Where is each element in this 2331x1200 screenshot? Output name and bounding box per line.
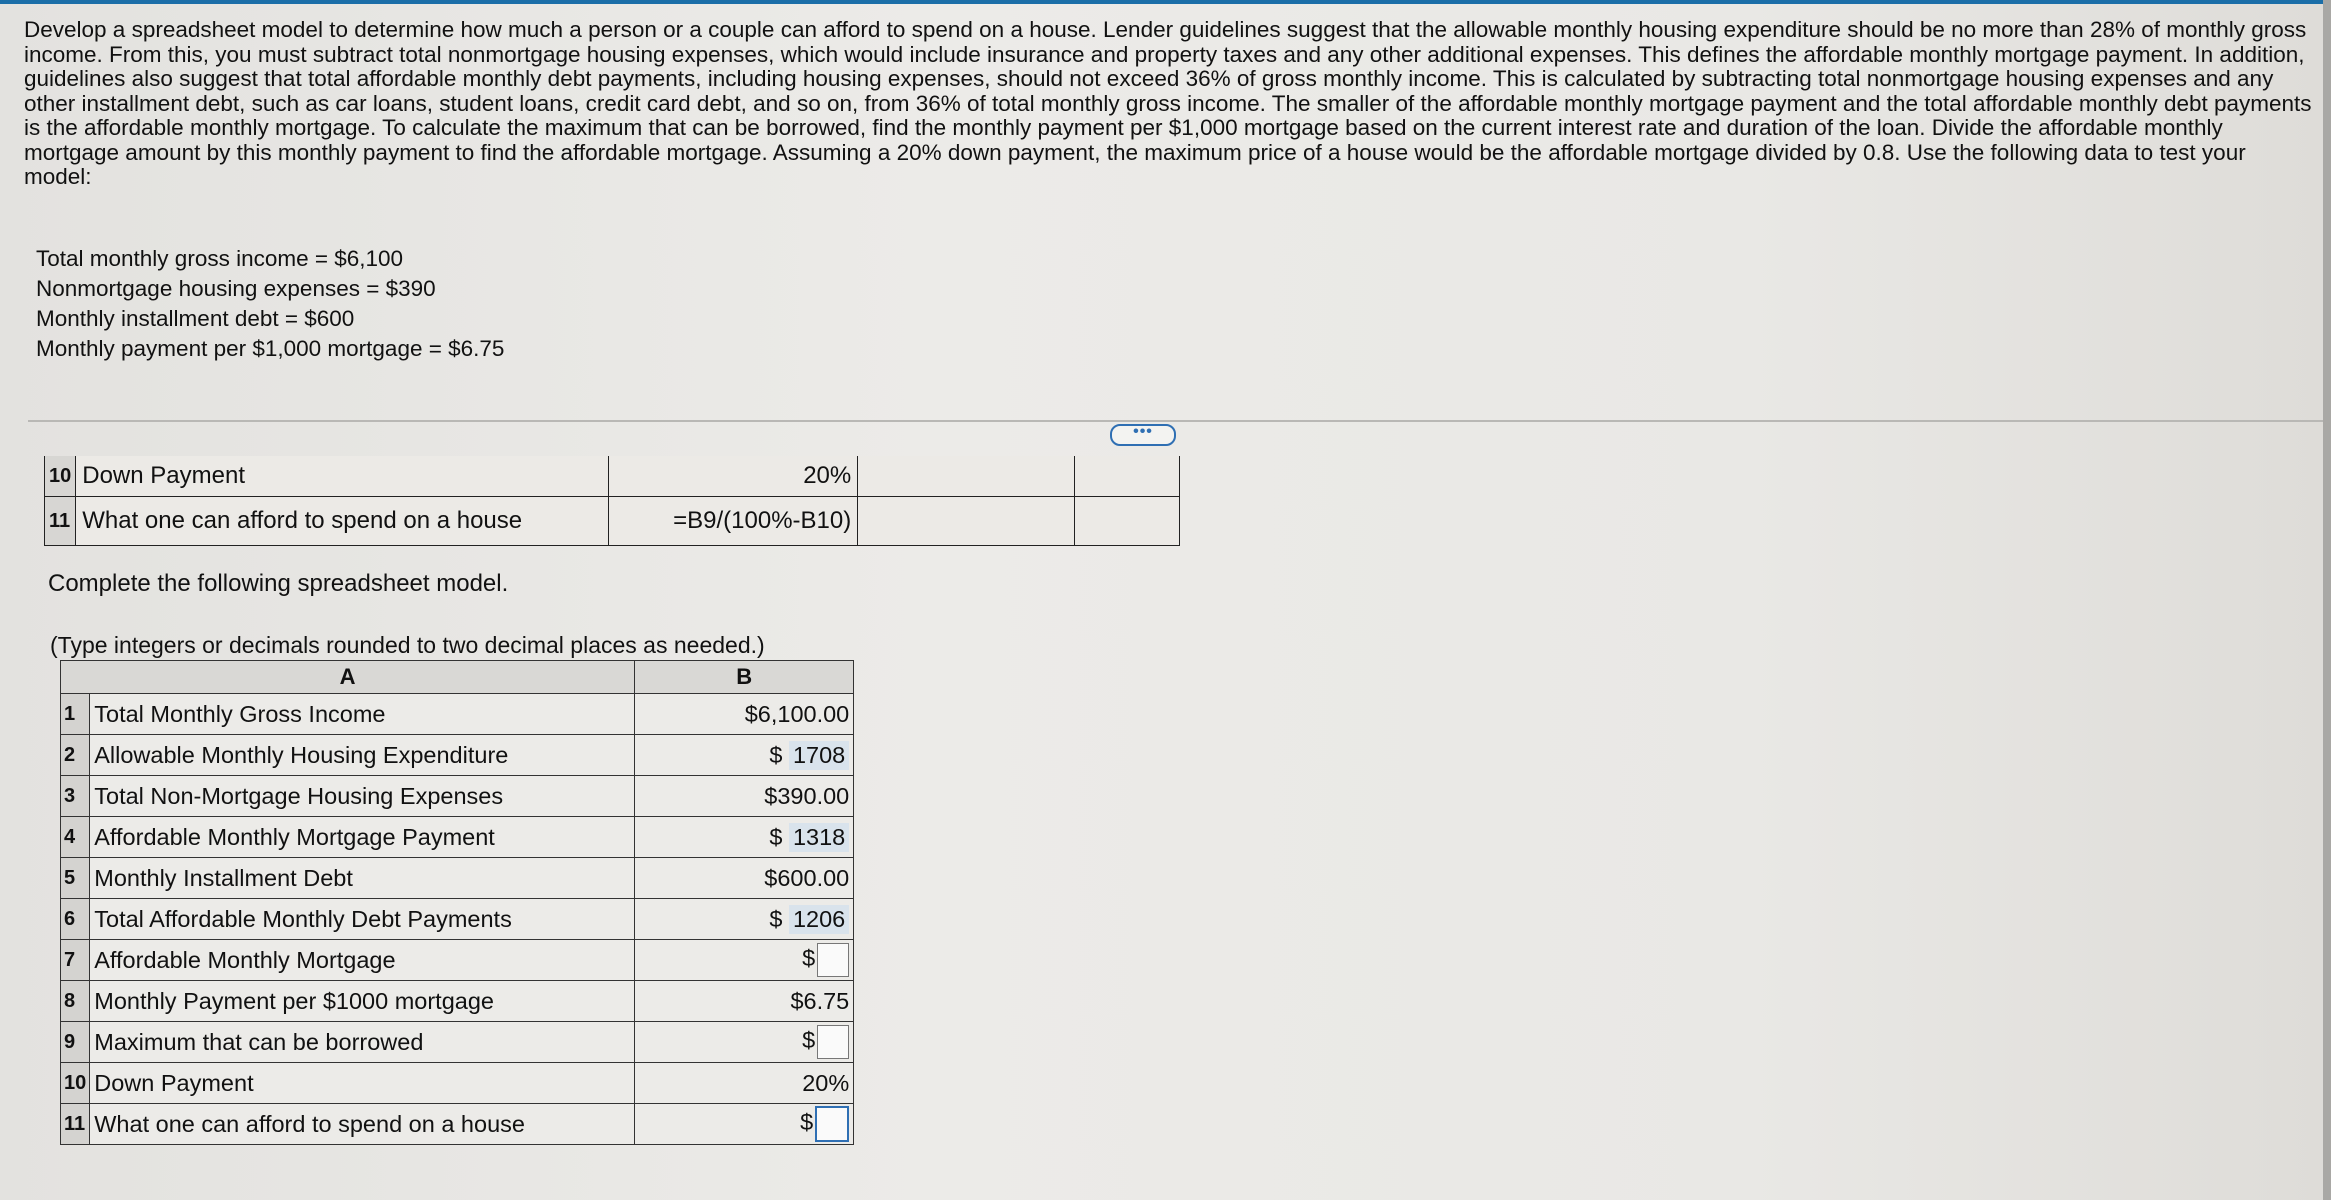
answer-input[interactable] bbox=[815, 1106, 849, 1142]
row-formula: =B9/(100%-B10) bbox=[609, 497, 858, 546]
row-number: 9 bbox=[61, 1022, 90, 1063]
dollar-prefix: $ bbox=[769, 905, 783, 932]
table-row bbox=[61, 899, 854, 940]
data-line: Monthly installment debt = $600 bbox=[36, 306, 355, 331]
top-accent-bar bbox=[0, 0, 2331, 4]
row-number: 3 bbox=[61, 776, 90, 817]
row-label: Maximum that can be borrowed bbox=[90, 1022, 635, 1063]
row-value: $6.75 bbox=[635, 981, 854, 1022]
row-label: Affordable Monthly Mortgage Payment bbox=[90, 817, 635, 858]
dollar-prefix: $ bbox=[769, 741, 783, 768]
row-number: 2 bbox=[61, 735, 90, 776]
row-label: Total Non-Mortgage Housing Expenses bbox=[90, 776, 635, 817]
table-row bbox=[45, 456, 1180, 497]
answer-cell bbox=[635, 735, 854, 776]
question-text: Develop a spreadsheet model to determine how much a person or a couple can afford to spend on a house. Lender guidelines suggest that the allowable monthly housing expenditure should be no more than 28% of monthly gross income. From this, you must subtract total nonmortgage housing expenses, which would include insurance and property taxes and any other additional expenses. This defines the affordable monthly mortgage payment. In addition, guidelines also suggest that total affordable monthly debt payments, including housing expenses, should not exceed 36% of gross monthly income. This is calculated by subtracting total nonmortgage housing expenses and any other installment debt, such as car loans, student loans, credit card debt, and so on, from 36% of total monthly gross income. The smaller of the affordable monthly mortgage payment and the total affordable monthly debt payments is the affordable monthly mortgage. To calculate the maximum that can be borrowed, find the monthly payment per $1,000 mortgage based on the current interest rate and duration of the loan. Divide the affordable monthly mortgage amount by this monthly payment to find the affordable mortgage. Assuming a 20% down payment, the maximum price of a house would be the affordable mortgage divided by 0.8. Use the following data to test your model: bbox=[24, 17, 2312, 189]
screen-edge bbox=[2323, 0, 2331, 1200]
row-number: 1 bbox=[61, 694, 90, 735]
row-value: 20% bbox=[609, 456, 858, 497]
dollar-prefix: $ bbox=[800, 1109, 814, 1136]
row-number: 5 bbox=[61, 858, 90, 899]
table-row bbox=[61, 1104, 854, 1145]
column-header-a: A bbox=[61, 661, 635, 694]
table-row bbox=[61, 940, 854, 981]
empty-cell bbox=[1075, 456, 1180, 497]
answer-input[interactable] bbox=[817, 943, 849, 977]
row-label: Monthly Payment per $1000 mortgage bbox=[90, 981, 635, 1022]
row-label: Affordable Monthly Mortgage bbox=[90, 940, 635, 981]
row-number: 8 bbox=[61, 981, 90, 1022]
empty-cell bbox=[858, 497, 1075, 546]
complete-instruction: Complete the following spreadsheet model. bbox=[48, 570, 509, 597]
answer-input[interactable]: 1206 bbox=[789, 905, 849, 934]
table-row bbox=[61, 1022, 854, 1063]
column-header-b: B bbox=[635, 661, 854, 694]
row-number: 4 bbox=[61, 817, 90, 858]
rounding-instruction: (Type integers or decimals rounded to two decimal places as needed.) bbox=[50, 632, 765, 658]
table-row bbox=[61, 858, 854, 899]
row-label: Down Payment bbox=[90, 1063, 635, 1104]
table-row bbox=[61, 735, 854, 776]
data-line: Monthly payment per $1,000 mortgage = $6.75 bbox=[36, 336, 505, 361]
partial-spreadsheet bbox=[44, 456, 1180, 546]
dollar-prefix: $ bbox=[802, 945, 816, 972]
row-label: Monthly Installment Debt bbox=[90, 858, 635, 899]
row-number: 6 bbox=[61, 899, 90, 940]
row-value: $600.00 bbox=[635, 858, 854, 899]
row-number: 10 bbox=[45, 456, 76, 497]
row-label: Down Payment bbox=[76, 456, 609, 497]
table-row bbox=[45, 497, 1180, 546]
answer-cell bbox=[635, 940, 854, 981]
answer-cell bbox=[635, 1022, 854, 1063]
spreadsheet-model bbox=[60, 660, 854, 1145]
table-row bbox=[61, 1063, 854, 1104]
row-label: Allowable Monthly Housing Expenditure bbox=[90, 735, 635, 776]
section-divider bbox=[28, 420, 2328, 422]
empty-cell bbox=[858, 456, 1075, 497]
answer-cell bbox=[635, 899, 854, 940]
table-row bbox=[61, 694, 854, 735]
header-row bbox=[61, 661, 854, 694]
row-value: $6,100.00 bbox=[635, 694, 854, 735]
expand-more-button[interactable]: ••• bbox=[1110, 424, 1176, 446]
answer-cell bbox=[635, 817, 854, 858]
row-number: 10 bbox=[61, 1063, 90, 1104]
dollar-prefix: $ bbox=[769, 823, 783, 850]
data-line: Total monthly gross income = $6,100 bbox=[36, 246, 404, 271]
dollar-prefix: $ bbox=[802, 1027, 816, 1054]
row-value: 20% bbox=[635, 1063, 854, 1104]
answer-cell bbox=[635, 1104, 854, 1145]
table-row bbox=[61, 817, 854, 858]
row-number: 11 bbox=[45, 497, 76, 546]
table-row bbox=[61, 981, 854, 1022]
table-row bbox=[61, 776, 854, 817]
row-label: Total Monthly Gross Income bbox=[90, 694, 635, 735]
answer-input[interactable]: 1708 bbox=[789, 741, 849, 770]
answer-input[interactable]: 1318 bbox=[789, 823, 849, 852]
data-line: Nonmortgage housing expenses = $390 bbox=[36, 276, 436, 301]
test-data-list bbox=[36, 244, 504, 364]
row-label: What one can afford to spend on a house bbox=[90, 1104, 635, 1145]
row-number: 7 bbox=[61, 940, 90, 981]
answer-input[interactable] bbox=[817, 1025, 849, 1059]
row-label: What one can afford to spend on a house bbox=[76, 497, 609, 546]
row-number: 11 bbox=[61, 1104, 90, 1145]
empty-cell bbox=[1075, 497, 1180, 546]
row-value: $390.00 bbox=[635, 776, 854, 817]
row-label: Total Affordable Monthly Debt Payments bbox=[90, 899, 635, 940]
